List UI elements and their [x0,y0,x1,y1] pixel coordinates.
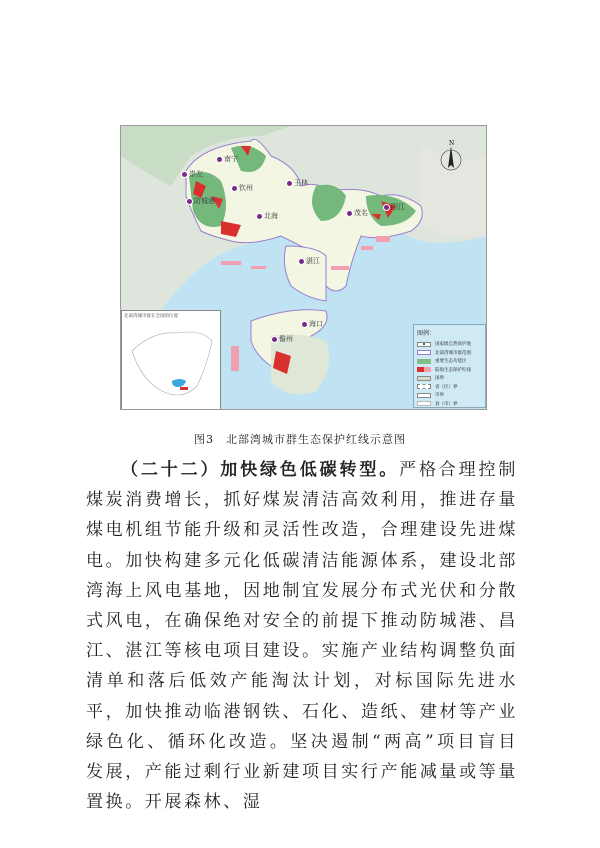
city-label: 阳江 [383,202,405,212]
inset-title: 北部湾城市群在全国的位置 [124,314,178,319]
compass-label: N [449,140,455,147]
legend-title: 图例： [417,330,436,337]
figure-caption: 图3 北部湾城市群生态保护红线示意图 [194,433,406,446]
city-label: 北海 [256,211,278,221]
legend-item [417,357,482,366]
map-legend [413,324,486,408]
legend-label: 国界 [435,376,444,382]
city-label: 湛江 [298,256,320,266]
legend-item [417,391,482,400]
legend-label: 北部湾城市群范围 [435,350,471,356]
city-label: 茂名 [346,208,368,218]
city-label: 南宁 [216,154,238,164]
city-label: 玉林 [286,178,308,188]
city-label: 防城港 [186,196,215,206]
legend-item [417,366,482,375]
paragraph-text: 严格合理控制煤炭消费增长，抓好煤炭清洁高效利用，推进存量煤电机组节能升级和灵活性改造，合理建设先进煤电。加快构建多元化低碳清洁能源体系，建设北部湾海上风电基地，因地制宜发展分布式光伏和分散式风电，在确保绝对安全的前提下推动防城港、昌江、湛江等核电项目建设。实施产业结构调整负面清单和落后低效产能淘汰计划，对标国际先进水平，加快推动临港钢铁、石化、造纸、建材等产业绿色化、循环化改造。坚决遏制“两高”项目盲目发展，产能过剩行业新建项目实行产能减量或等量置换。开展森林、湿 [86,460,518,813]
legend-label: 县（市）界 [435,401,458,407]
city-label: 海口 [301,319,323,329]
body-paragraph [86,455,518,817]
city-label: 儋州 [271,334,293,344]
city-label: 崇左 [181,169,203,179]
legend-item [417,374,482,383]
legend-label: 陆海生态保护红线 [435,367,471,373]
legend-item [417,340,482,349]
compass-icon [431,138,471,178]
legend-item [417,349,482,358]
legend-label: 重要生态功能区 [435,359,467,365]
city-label: 钦州 [231,183,253,193]
legend-item [417,383,482,392]
legend-label: 国家级自然保护地 [435,342,471,348]
paragraph-heading: （二十二）加快绿色低碳转型。 [121,460,400,480]
legend-label: 省（区）界 [435,384,458,390]
inset-map [121,310,221,410]
legend-item [417,400,482,409]
ecological-redline-map [120,125,487,410]
legend-label: 市界 [435,393,444,399]
